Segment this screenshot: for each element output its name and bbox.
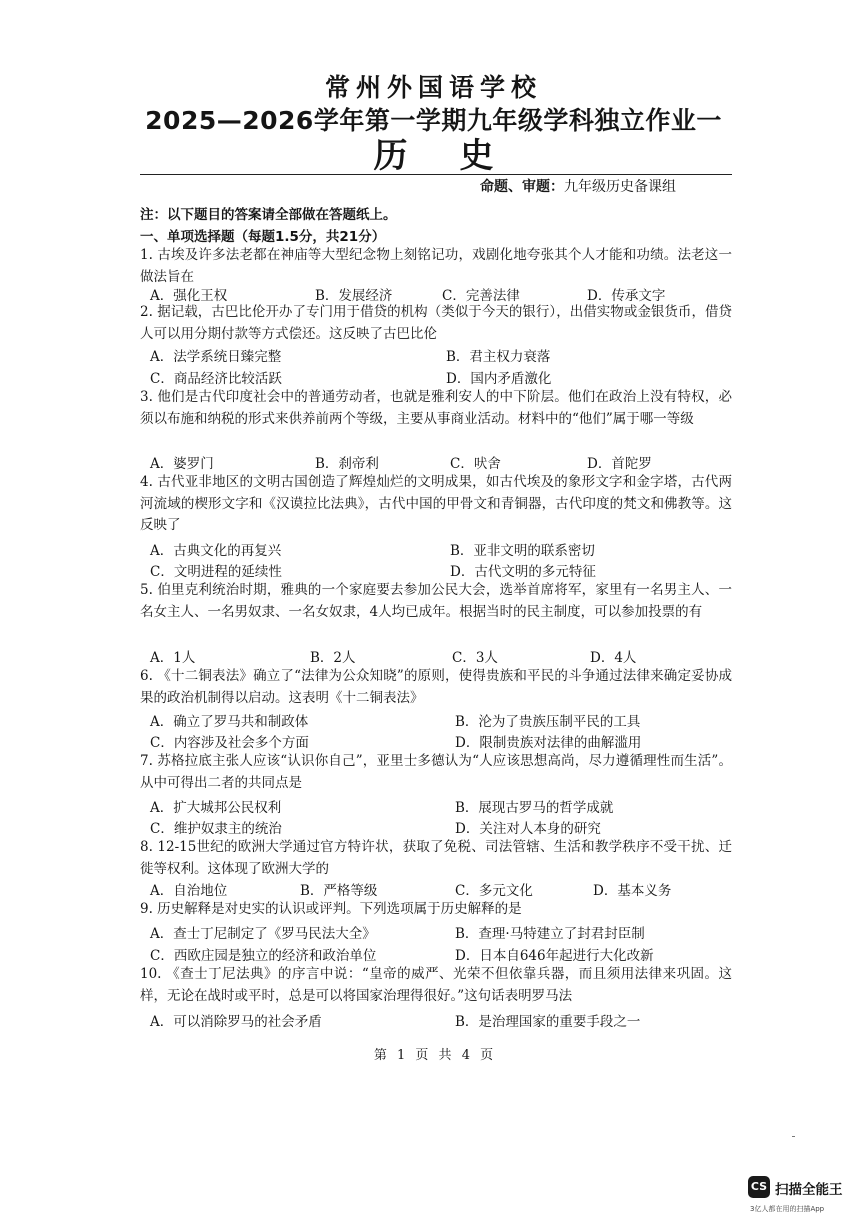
option-c: C．内容涉及社会多个方面 [150, 735, 309, 751]
question-9-options [150, 922, 730, 943]
author-value: 九年级历史备课组 [564, 179, 676, 195]
question-7-options-row2 [150, 817, 730, 838]
option-d: D．国内矛盾激化 [446, 371, 552, 387]
option-d: D．4人 [590, 650, 637, 666]
question-4-options [150, 539, 730, 560]
question-5: 5. 伯里克利统治时期，雅典的一个家庭要去参加公民大会，选举首席将军，家里有一名男主人、一名女主人、一名男奴隶、一名女奴隶，4人均已成年。根据当时的民主制度，可以参加投票的有 [140, 582, 732, 620]
option-c: C．完善法律 [442, 288, 520, 304]
question-8: 8. 12-15世纪的欧洲大学通过官方特许状，获取了免税、司法管辖、生活和教学秩序不受干扰、迁徙等权利。这体现了欧洲大学的 [140, 839, 732, 877]
option-b: B．刹帝利 [315, 456, 379, 472]
option-d: D．古代文明的多元特征 [450, 564, 596, 580]
question-5-options [150, 646, 730, 667]
option-b: B．亚非文明的联系密切 [450, 543, 595, 559]
option-c: C．文明进程的延续性 [150, 564, 282, 580]
scanner-watermark [748, 1176, 854, 1220]
question-7-options [150, 796, 730, 817]
option-d: D．日本自646年起进行大化改新 [455, 948, 654, 964]
author-line [480, 176, 676, 196]
header-rule [140, 174, 732, 175]
option-d: D．基本义务 [593, 883, 672, 899]
question-2-options [150, 345, 730, 366]
option-a: A．自治地位 [150, 883, 228, 899]
section-title: 一、单项选择题（每题1.5分，共21分） [140, 229, 386, 245]
question-10-options [150, 1010, 730, 1031]
question-10: 10. 《查士丁尼法典》的序言中说：“皇帝的威严、光荣不但依靠兵器，而且须用法律来巩固。这样，无论在战时或平时，总是可以将国家治理得很好。”这句话表明罗马法 [140, 966, 732, 1004]
question-6-options-row2 [150, 731, 730, 752]
option-b: B．查理·马特建立了封君封臣制 [455, 926, 645, 942]
question-4-options-row2 [150, 560, 730, 581]
option-a: A．婆罗门 [150, 456, 214, 472]
option-b: B．发展经济 [315, 288, 393, 304]
question-1: 1. 古埃及许多法老都在神庙等大型纪念物上刻铭记功，戏剧化地夸张其个人才能和功绩。法老这一做法旨在 [140, 247, 732, 285]
option-c: C．吠舍 [450, 456, 501, 472]
author-label: 命题、审题： [480, 179, 564, 195]
question-8-options [150, 879, 730, 900]
question-3: 3. 他们是古代印度社会中的普通劳动者，也就是雅利安人的中下阶层。他们在政治上没有特权，必须以布施和纳税的形式来供养前两个等级，主要从事商业活动。材料中的“他们”属于哪一等级 [140, 389, 732, 427]
option-b: B．展现古罗马的哲学成就 [455, 800, 614, 816]
option-a: A．法学系统日臻完整 [150, 349, 282, 365]
page-footer: 第 1 页 共 4 页 [373, 1048, 494, 1063]
exam-note: 注：以下题目的答案请全部做在答题纸上。 [140, 207, 397, 223]
school-name: 常州外国语学校 [324, 73, 542, 102]
subject-title: 历史 [373, 136, 546, 176]
option-c: C．维护奴隶主的统治 [150, 821, 282, 837]
question-9: 9. 历史解释是对史实的认识或评判。下列选项属于历史解释的是 [140, 901, 522, 917]
option-c: C．3人 [452, 650, 498, 666]
option-d: D．限制贵族对法律的曲解滥用 [455, 735, 642, 751]
question-6: 6. 《十二铜表法》确立了“法律为公众知晓”的原则，使得贵族和平民的斗争通过法律来确定妥协成果的政治机制得以启动。这表明《十二铜表法》 [140, 668, 732, 706]
option-c: C．商品经济比较活跃 [150, 371, 282, 387]
option-b: B．君主权力衰落 [446, 349, 551, 365]
option-a: A．扩大城邦公民权利 [150, 800, 282, 816]
option-b: B．是治理国家的重要手段之一 [455, 1014, 641, 1030]
exam-subtitle: 2025—2026学年第一学期九年级学科独立作业一 [145, 106, 722, 135]
option-b: B．严格等级 [300, 883, 378, 899]
option-d: D．首陀罗 [587, 456, 652, 472]
option-a: A．1人 [150, 650, 196, 666]
option-a: A．查士丁尼制定了《罗马民法大全》 [150, 926, 376, 942]
question-6-options [150, 710, 730, 731]
option-a: A．古典文化的再复兴 [150, 543, 282, 559]
option-c: C．西欧庄园是独立的经济和政治单位 [150, 948, 377, 964]
option-b: B．2人 [310, 650, 356, 666]
option-a: A．可以消除罗马的社会矛盾 [150, 1014, 322, 1030]
question-2-options-row2 [150, 367, 730, 388]
camscanner-icon: CS [748, 1176, 770, 1198]
question-4: 4. 古代亚非地区的文明古国创造了辉煌灿烂的文明成果，如古代埃及的象形文字和金字塔，古代两河流域的楔形文字和《汉谟拉比法典》，古代中国的甲骨文和青铜器，古代印度的梵文和佛教等。这反映了 [140, 474, 732, 533]
scan-speck [792, 1136, 795, 1137]
option-c: C．多元文化 [455, 883, 533, 899]
option-d: D．关注对人本身的研究 [455, 821, 601, 837]
watermark-tagline: 3亿人都在用的扫描App [750, 1205, 825, 1213]
option-a: A．确立了罗马共和制政体 [150, 714, 309, 730]
option-a: A．强化王权 [150, 288, 228, 304]
question-3-options [150, 452, 730, 473]
question-2: 2. 据记载，古巴比伦开办了专门用于借贷的机构（类似于今天的银行），出借实物或金银货币，借贷人可以用分期付款等方式偿还。这反映了古巴比伦 [140, 304, 732, 342]
question-9-options-row2 [150, 944, 730, 965]
option-b: B．沦为了贵族压制平民的工具 [455, 714, 641, 730]
option-d: D．传承文字 [587, 288, 666, 304]
question-7: 7. 苏格拉底主张人应该“认识你自己”，亚里士多德认为“人应该思想高尚，尽力遵循理性而生活”。从中可得出二者的共同点是 [140, 753, 732, 791]
watermark-name: 扫描全能王 [775, 1182, 843, 1198]
